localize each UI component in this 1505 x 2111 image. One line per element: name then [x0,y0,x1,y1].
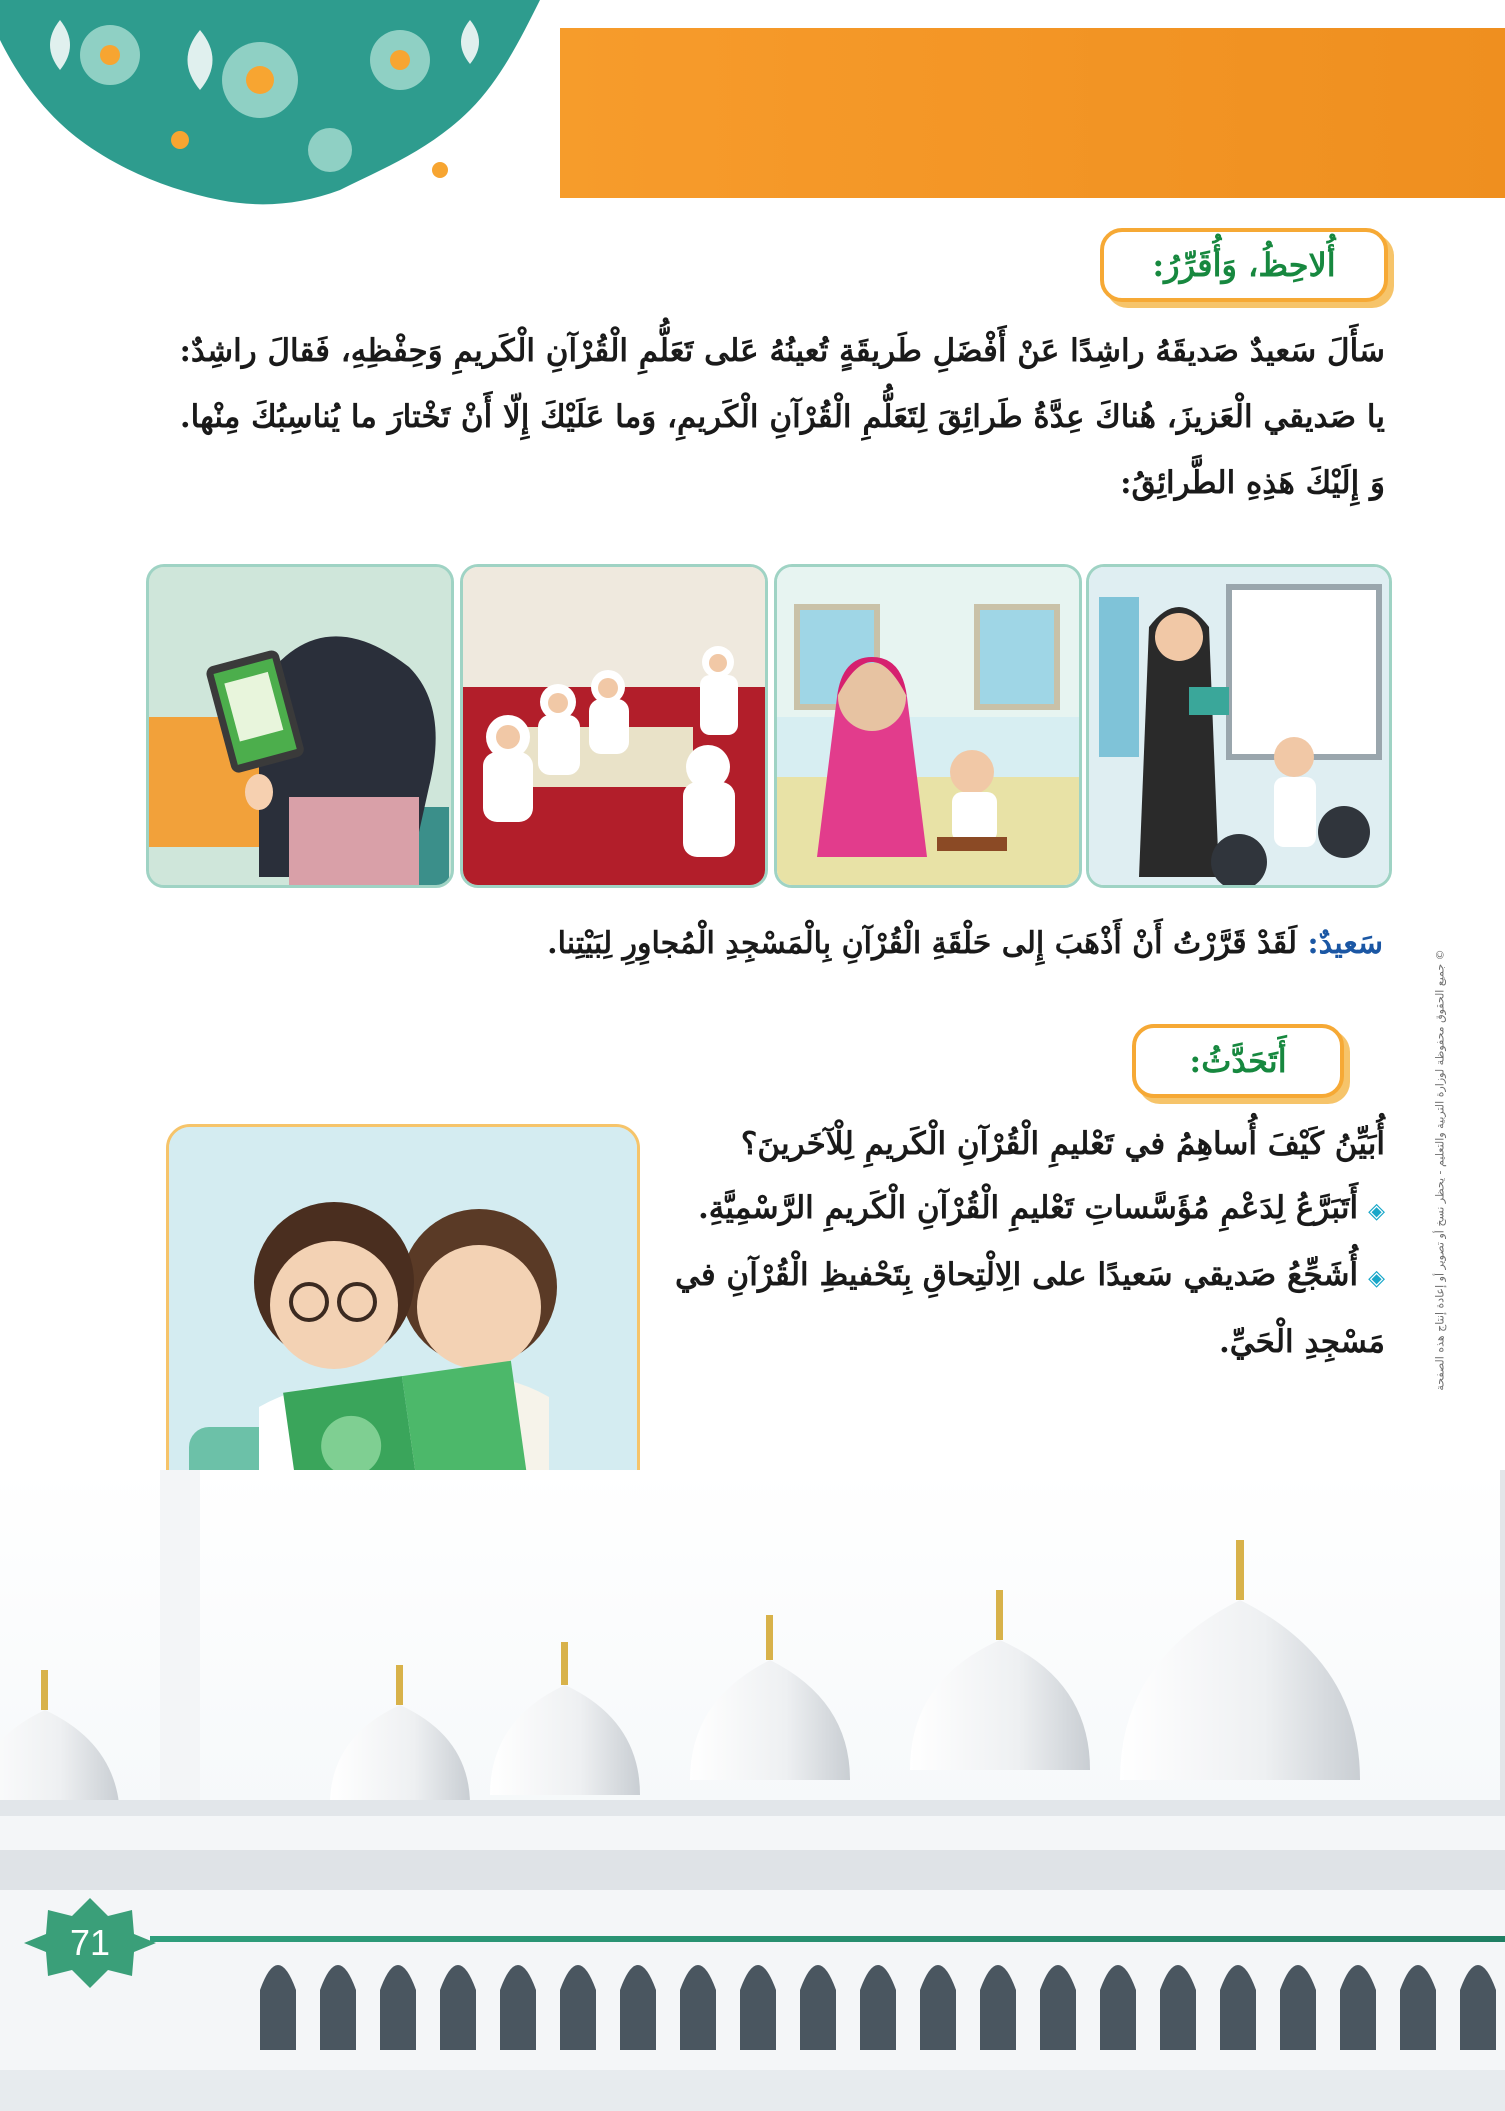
section-title-discuss: أَتَحَدَّثُ: [1132,1024,1344,1098]
saeed-decision [83,926,1383,961]
intro-paragraph [85,318,1385,516]
learning-methods-illustrations [146,564,1386,882]
bullet-icon: ◈ [1368,1265,1385,1291]
answer-bullet-2: ◈أُشَجِّعُ صَديقي سَعيدًا على الِالْتِحاقِ بِتَحْفيظِ الْقُرْآنِ في مَسْجِدِ الْحَيِّ. [674,1257,1385,1360]
discussion-question [665,1112,1385,1374]
footer-rule [150,1936,1505,1942]
islamic-ornament [0,0,560,210]
answer-bullet-1: ◈أَتَبَرَّعُ لِدَعْمِ مُؤَسَّساتِ تَعْليمِ الْقُرْآنِ الْكَريمِ الرَّسْمِيَّةِ. [697,1190,1385,1226]
paragraph-line-1: سَأَلَ سَعيدٌ صَديقَهُ راشِدًا عَنْ أَفْضَلِ طَريقَةٍ تُعينُهُ عَلى تَعَلُّمِ الْقُرْآنِ الْكَريمِ وَحِفْظِهِ، فَقالَ راشِدٌ: [179,333,1385,369]
bullet-icon: ◈ [1368,1198,1385,1224]
section-title-observe-decide: أُلاحِظُ، وَأُقَرِّرُ: [1100,228,1388,302]
page-number: 71 [69,1922,111,1963]
illustration-school-classroom [1086,564,1392,888]
illustration-tablet-learning [146,564,454,888]
paragraph-line-2: يا صَديقي الْعَزيزَ، هُناكَ عِدَّةُ طَرائِقَ لِتَعَلُّمِ الْقُرْآنِ الْكَريمِ، وَما عَلَيْكَ إِلّا أَنْ تَخْتارَ ما يُناسِبُكَ مِنْها. [179,399,1385,435]
paragraph-line-3: وَ إِلَيْكَ هَذِهِ الطَّرائِقُ: [1120,465,1385,501]
illustration-mosque-circle [460,564,768,888]
mosque-domes-illustration [0,1470,1505,2111]
question-text: أُبَيِّنُ كَيْفَ أُساهِمُ في تَعْليمِ الْقُرْآنِ الْكَريمِ لِلْآخَرينَ؟ [740,1126,1385,1162]
saeed-statement: لَقَدْ قَرَّرْتُ أَنْ أَذْهَبَ إِلى حَلْقَةِ الْقُرْآنِ بِالْمَسْجِدِ الْمُجاوِرِ لِبَيْتِنا. [547,926,1308,961]
illustration-family-teaching [774,564,1082,888]
page-number-badge [24,1898,156,1988]
speaker-name: سَعيدٌ: [1307,926,1383,961]
copyright-side-note: © جميع الحقوق محفوظة لوزارة التربية والتعليم - يحظر نسخ أو تصوير أو إعادة إنتاج هذه الصفحة [1433,949,1447,1391]
